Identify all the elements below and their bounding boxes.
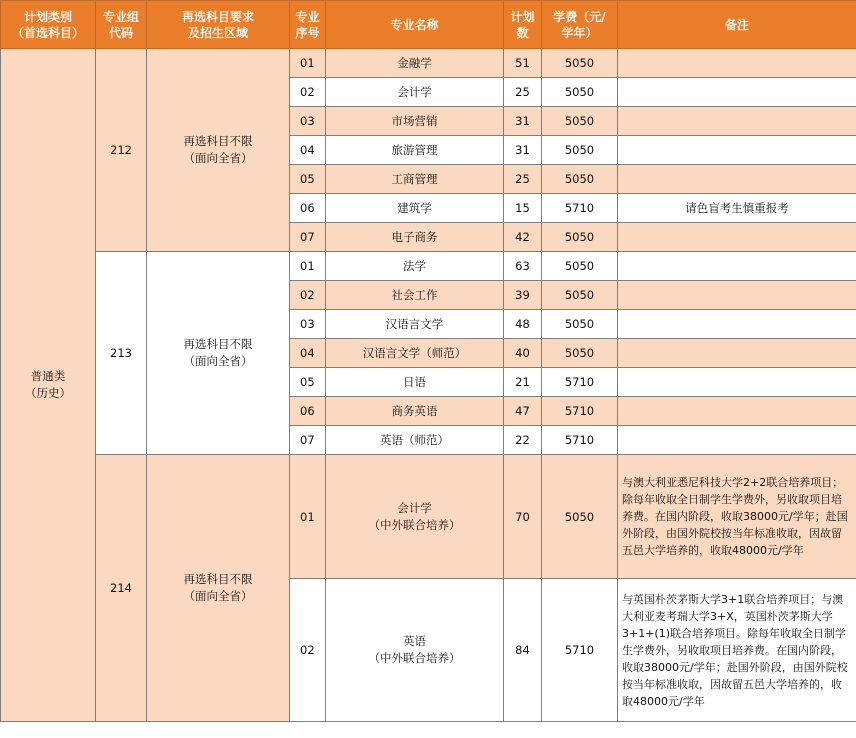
fee-cell: 5050 — [542, 339, 618, 368]
header-plan-num: 计划 数 — [504, 1, 542, 49]
major-cell: 日语 — [326, 368, 504, 397]
fee-cell: 5050 — [542, 252, 618, 281]
major-cell: 建筑学 — [326, 194, 504, 223]
fee-cell: 5050 — [542, 107, 618, 136]
major-cell: 会计学 （中外联合培养） — [326, 455, 504, 579]
num-cell: 25 — [504, 78, 542, 107]
num-cell: 84 — [504, 579, 542, 722]
major-cell: 电子商务 — [326, 223, 504, 252]
major-cell: 英语（师范） — [326, 426, 504, 455]
requirement-cell: 再选科目不限 （面向全省） — [147, 252, 290, 455]
table-row — [1, 455, 856, 579]
note-cell — [618, 397, 856, 426]
num-cell: 31 — [504, 107, 542, 136]
note-cell — [618, 49, 856, 78]
seq-cell: 05 — [290, 368, 326, 397]
table-row — [1, 49, 856, 78]
seq-cell: 02 — [290, 579, 326, 722]
header-tuition: 学费（元/ 学年） — [542, 1, 618, 49]
fee-cell: 5710 — [542, 397, 618, 426]
fee-cell: 5050 — [542, 165, 618, 194]
requirement-cell: 再选科目不限 （面向全省） — [147, 455, 290, 722]
num-cell: 42 — [504, 223, 542, 252]
fee-cell: 5710 — [542, 426, 618, 455]
fee-cell: 5710 — [542, 579, 618, 722]
major-cell: 旅游管理 — [326, 136, 504, 165]
fee-cell: 5050 — [542, 223, 618, 252]
seq-cell: 01 — [290, 252, 326, 281]
seq-cell: 05 — [290, 165, 326, 194]
num-cell: 25 — [504, 165, 542, 194]
header-seq: 专业 序号 — [290, 1, 326, 49]
header-major: 专业名称 — [326, 1, 504, 49]
seq-cell: 02 — [290, 281, 326, 310]
seq-cell: 03 — [290, 107, 326, 136]
seq-cell: 04 — [290, 136, 326, 165]
header-remark: 备注 — [618, 1, 856, 49]
note-cell — [618, 368, 856, 397]
num-cell: 21 — [504, 368, 542, 397]
fee-cell: 5050 — [542, 310, 618, 339]
note-cell: 与澳大利亚悉尼科技大学2+2联合培养项目；除每年收取全日制学生学费外，另收取项目培养费。在国内阶段，收取38000元/学年；赴国外阶段，由国外院校按当年标准收取，因故留五邑大学培养的，收取48000元/学年 — [618, 455, 856, 579]
note-cell — [618, 339, 856, 368]
major-cell: 法学 — [326, 252, 504, 281]
seq-cell: 01 — [290, 455, 326, 579]
seq-cell: 03 — [290, 310, 326, 339]
fee-cell: 5050 — [542, 281, 618, 310]
header-row — [1, 1, 856, 49]
fee-cell: 5710 — [542, 368, 618, 397]
num-cell: 39 — [504, 281, 542, 310]
note-cell — [618, 78, 856, 107]
seq-cell: 07 — [290, 223, 326, 252]
note-cell: 与英国朴茨茅斯大学3+1联合培养项目；与澳大利亚麦考瑞大学3+X，英国朴茨茅斯大学3+1+(1)联合培养项目。除每年收取全日制学生学费外，另收取项目培养费。在国内阶段，收取38000元/学年；赴国外阶段，由国外院校按当年标准收取，因故留五邑大学培养的，收取48000元/学年 — [618, 579, 856, 722]
major-cell: 英语 （中外联合培养） — [326, 579, 504, 722]
fee-cell: 5050 — [542, 49, 618, 78]
num-cell: 22 — [504, 426, 542, 455]
note-cell — [618, 252, 856, 281]
header-group-code: 专业组 代码 — [96, 1, 147, 49]
header-plan-type: 计划类别 （首选科目） — [1, 1, 96, 49]
table-row — [1, 252, 856, 281]
note-cell — [618, 426, 856, 455]
major-cell: 汉语言文学 — [326, 310, 504, 339]
fee-cell: 5050 — [542, 136, 618, 165]
num-cell: 63 — [504, 252, 542, 281]
num-cell: 70 — [504, 455, 542, 579]
num-cell: 31 — [504, 136, 542, 165]
note-cell — [618, 310, 856, 339]
seq-cell: 01 — [290, 49, 326, 78]
note-cell — [618, 136, 856, 165]
fee-cell: 5050 — [542, 78, 618, 107]
fee-cell: 5050 — [542, 455, 618, 579]
num-cell: 47 — [504, 397, 542, 426]
seq-cell: 02 — [290, 78, 326, 107]
requirement-cell: 再选科目不限 （面向全省） — [147, 49, 290, 252]
major-cell: 汉语言文学（师范） — [326, 339, 504, 368]
plan-type-cell: 普通类 （历史） — [1, 49, 96, 722]
group-code-cell: 214 — [96, 455, 147, 722]
note-cell — [618, 281, 856, 310]
major-cell: 工商管理 — [326, 165, 504, 194]
note-cell — [618, 223, 856, 252]
header-subject-requirement: 再选科目要求 及招生区域 — [147, 1, 290, 49]
note-cell — [618, 165, 856, 194]
group-code-cell: 213 — [96, 252, 147, 455]
note-cell: 请色盲考生慎重报考 — [618, 194, 856, 223]
seq-cell: 06 — [290, 194, 326, 223]
num-cell: 48 — [504, 310, 542, 339]
seq-cell: 06 — [290, 397, 326, 426]
major-cell: 金融学 — [326, 49, 504, 78]
major-cell: 市场营销 — [326, 107, 504, 136]
num-cell: 51 — [504, 49, 542, 78]
num-cell: 40 — [504, 339, 542, 368]
num-cell: 15 — [504, 194, 542, 223]
seq-cell: 07 — [290, 426, 326, 455]
major-cell: 会计学 — [326, 78, 504, 107]
major-cell: 商务英语 — [326, 397, 504, 426]
fee-cell: 5710 — [542, 194, 618, 223]
seq-cell: 04 — [290, 339, 326, 368]
note-cell — [618, 107, 856, 136]
major-cell: 社会工作 — [326, 281, 504, 310]
group-code-cell: 212 — [96, 49, 147, 252]
